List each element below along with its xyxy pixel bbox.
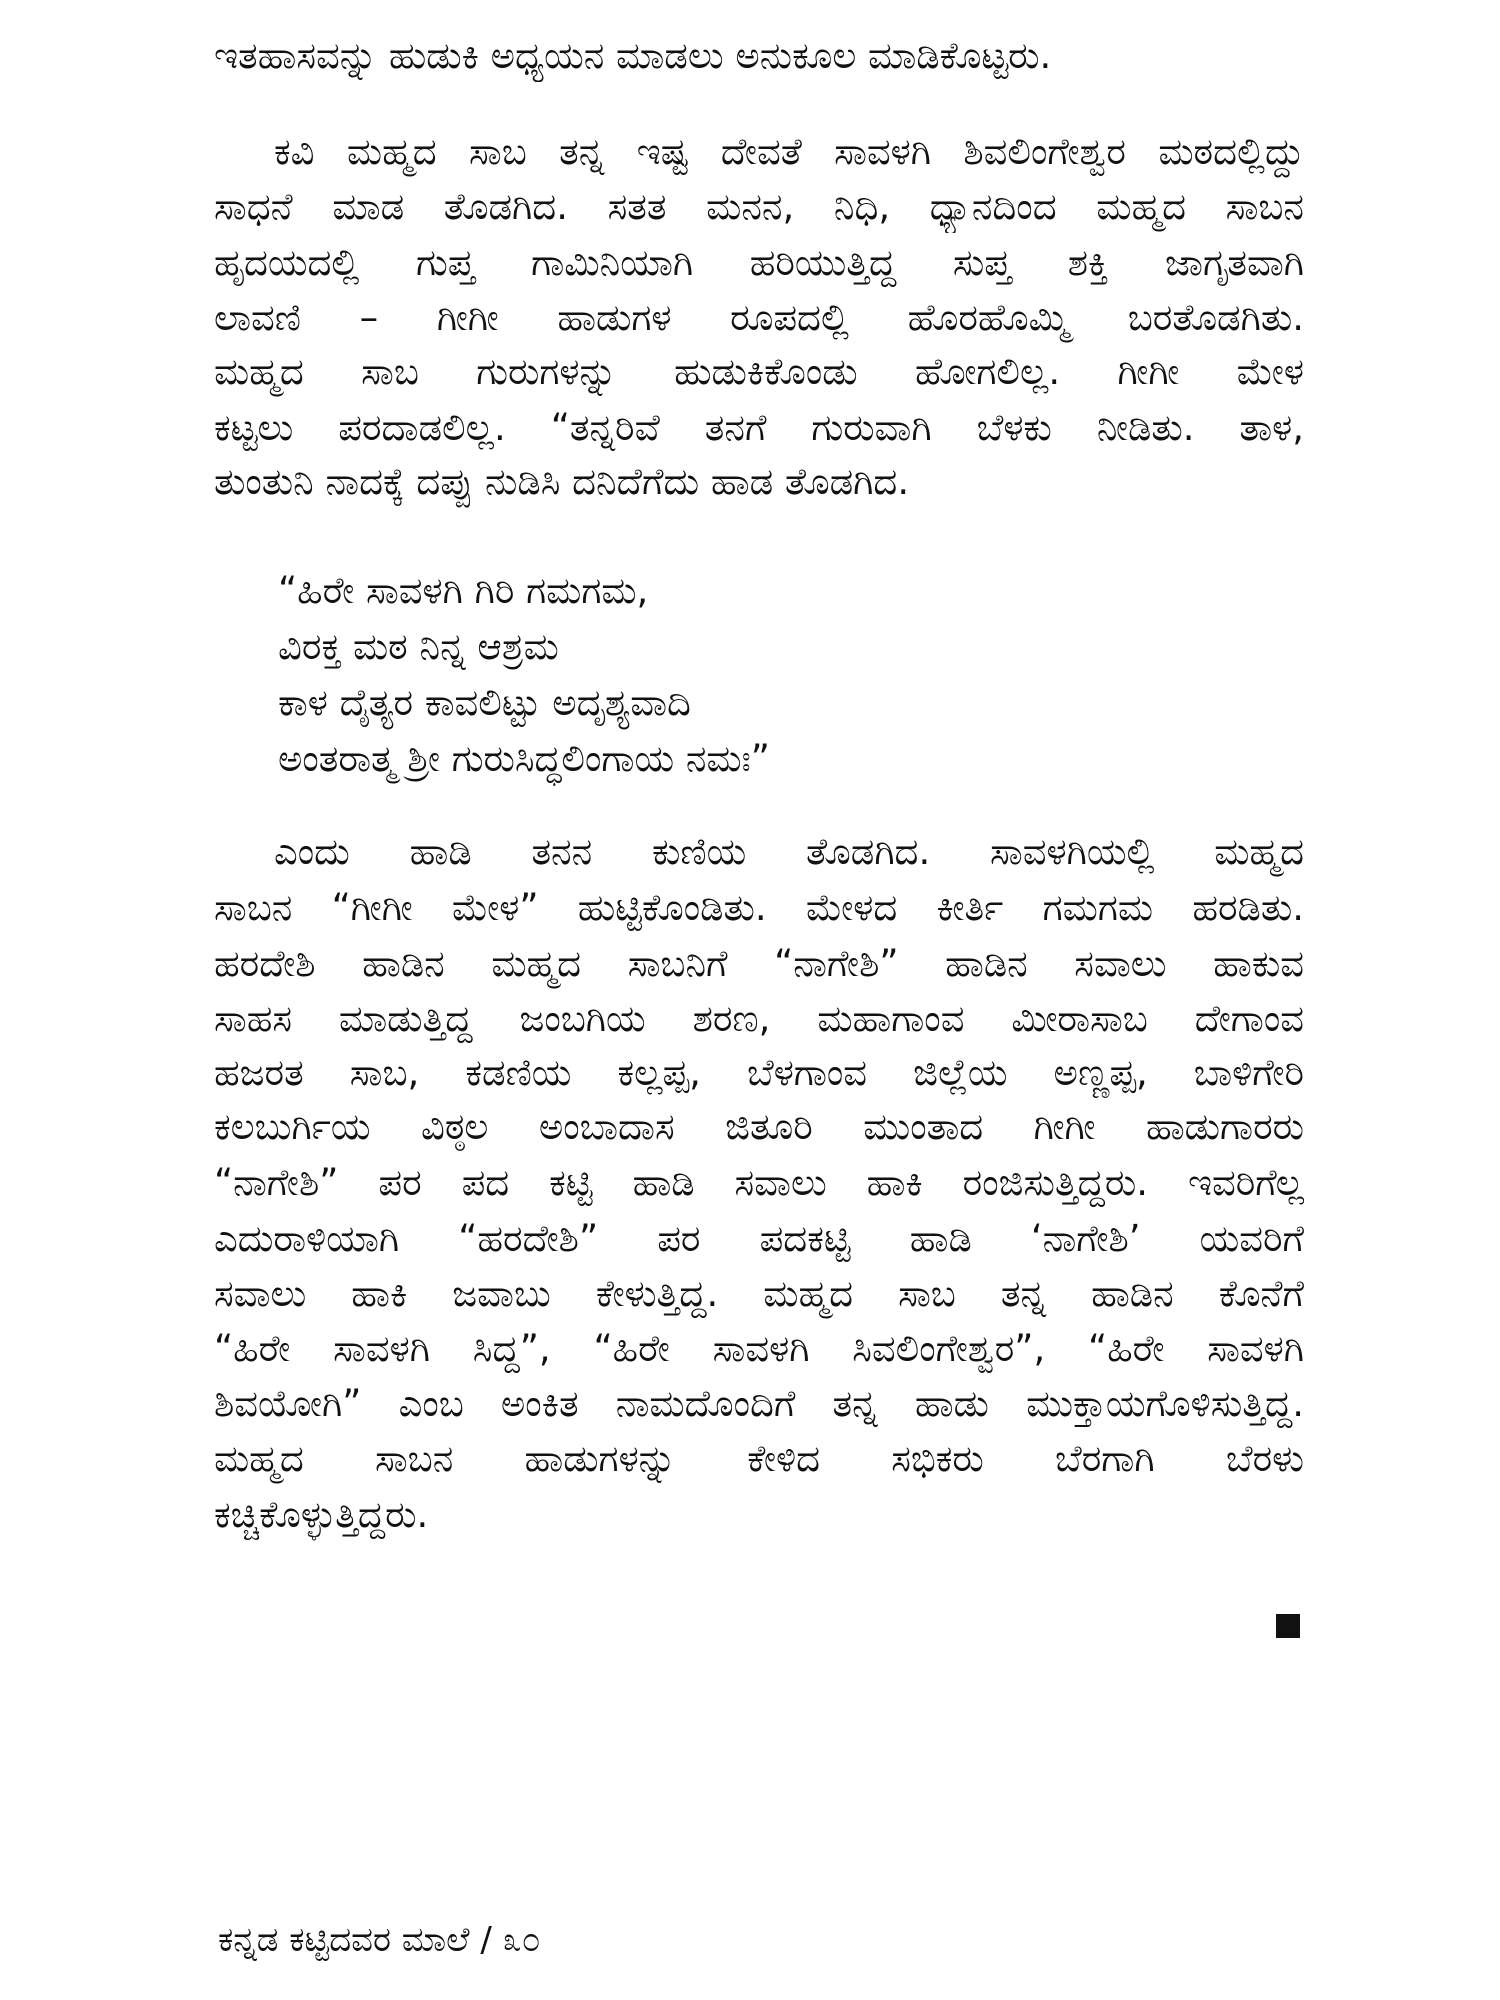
text-line: ಸವಾಲು ಹಾಕಿ ಜವಾಬು ಕೇಳುತ್ತಿದ್ದ. ಮಹ್ಮದ ಸಾಬ ತನ್ನ ಹಾಡಿನ ಕೊನೆಗೆ — [214, 1272, 1304, 1315]
text-line: ಸಾಧನೆ ಮಾಡ ತೊಡಗಿದ. ಸತತ ಮನನ, ನಿಧಿ, ಧ್ಯಾನದಿಂದ ಮಹ್ಮದ ಸಾಬನ — [214, 185, 1304, 228]
text-line: ಶಿವಯೋಗಿ” ಎಂಬ ಅಂಕಿತ ನಾಮದೊಂದಿಗೆ ತನ್ನ ಹಾಡು ಮುಕ್ತಾಯಗೊಳಿಸುತ್ತಿದ್ದ. — [214, 1382, 1304, 1425]
text-line: ಮಹ್ಮದ ಸಾಬನ ಹಾಡುಗಳನ್ನು ಕೇಳಿದ ಸಭಿಕರು ಬೆರಗಾಗಿ ಬೆರಳು — [214, 1437, 1304, 1480]
text-line: ಇತಹಾಸವನ್ನು ಹುಡುಕಿ ಅಧ್ಯಯನ ಮಾಡಲು ಅನುಕೂಲ ಮಾಡಿಕೊಟ್ಟರು. — [214, 34, 1052, 77]
text-line: ಕಚ್ಚಿಕೊಳ್ಳುತ್ತಿದ್ದರು. — [214, 1493, 429, 1536]
verse-line: ಅಂತರಾತ್ಮ ಶ್ರೀ ಗುರುಸಿದ್ಧಲಿಂಗಾಯ ನಮಃ” — [278, 737, 770, 780]
verse-line: “ಹಿರೇ ಸಾವಳಗಿ ಗಿರಿ ಗಮಗಮ, — [278, 569, 649, 612]
text-line: ಎಂದು ಹಾಡಿ ತನನ ಕುಣಿಯ ತೊಡಗಿದ. ಸಾವಳಗಿಯಲ್ಲಿ ಮಹ್ಮದ — [274, 830, 1304, 873]
text-line: “ನಾಗೇಶಿ” ಪರ ಪದ ಕಟ್ಟಿ ಹಾಡಿ ಸವಾಲು ಹಾಕಿ ರಂಜಿಸುತ್ತಿದ್ದರು. ಇವರಿಗೆಲ್ಲ — [214, 1161, 1304, 1204]
text-line: ತುಂತುನಿ ನಾದಕ್ಕೆ ದಪ್ಪು ನುಡಿಸಿ ದನಿದೆಗೆದು ಹಾಡ ತೊಡಗಿದ. — [214, 460, 910, 503]
page-footer: ಕನ್ನಡ ಕಟ್ಟಿದವರ ಮಾಲೆ / ೩೦ — [218, 1920, 541, 1960]
text-line: ಮಹ್ಮದ ಸಾಬ ಗುರುಗಳನ್ನು ಹುಡುಕಿಕೊಂಡು ಹೋಗಲಿಲ್ಲ. ಗೀಗೀ ಮೇಳ — [214, 350, 1304, 393]
verse-line: ವಿರಕ್ತ ಮಠ ನಿನ್ನ ಆಶ್ರಮ — [278, 625, 559, 668]
end-of-article-square-icon — [1276, 1614, 1300, 1638]
text-line: “ಹಿರೇ ಸಾವಳಗಿ ಸಿದ್ದ”, “ಹಿರೇ ಸಾವಳಗಿ ಸಿವಲಿಂಗೇಶ್ವರ”, “ಹಿರೇ ಸಾವಳಗಿ — [214, 1327, 1304, 1370]
text-line: ಕಲಬುರ್ಗಿಯ ವಿಠ್ಠಲ ಅಂಬಾದಾಸ ಜಿತೂರಿ ಮುಂತಾದ ಗೀಗೀ ಹಾಡುಗಾರರು — [214, 1105, 1304, 1148]
verse-line: ಕಾಳ ದೈತ್ಯರ ಕಾವಲಿಟ್ಟು ಅದೃಶ್ಯವಾದಿ — [278, 681, 691, 724]
text-line: ಕಟ್ಟಲು ಪರದಾಡಲಿಲ್ಲ. “ತನ್ನರಿವೆ ತನಗೆ ಗುರುವಾಗಿ ಬೆಳಕು ನೀಡಿತು. ತಾಳ, — [214, 406, 1304, 449]
text-line: ಹರದೇಶಿ ಹಾಡಿನ ಮಹ್ಮದ ಸಾಬನಿಗೆ “ನಾಗೇಶಿ” ಹಾಡಿನ ಸವಾಲು ಹಾಕುವ — [214, 942, 1304, 985]
text-line: ಕವಿ ಮಹ್ಮದ ಸಾಬ ತನ್ನ ಇಷ್ಟ ದೇವತೆ ಸಾವಳಗಿ ಶಿವಲಿಂಗೇಶ್ವರ ಮಠದಲ್ಲಿದ್ದು — [274, 130, 1304, 173]
text-line: ಹಜರತ ಸಾಬ, ಕಡಣಿಯ ಕಲ್ಲಪ್ಪ, ಬೆಳಗಾಂವ ಜಿಲ್ಲೆಯ ಅಣ್ಣಪ್ಪ, ಬಾಳಿಗೇರಿ — [214, 1051, 1304, 1094]
text-line: ಸಾಹಸ ಮಾಡುತ್ತಿದ್ದ ಜಂಬಗಿಯ ಶರಣ, ಮಹಾಗಾಂವ ಮೀರಾಸಾಬ ದೇಗಾಂವ — [214, 997, 1304, 1040]
text-line: ಹೃದಯದಲ್ಲಿ ಗುಪ್ತ ಗಾಮಿನಿಯಾಗಿ ಹರಿಯುತ್ತಿದ್ದ ಸುಪ್ತ ಶಕ್ತಿ ಜಾಗೃತವಾಗಿ — [214, 241, 1304, 284]
text-line: ಸಾಬನ “ಗೀಗೀ ಮೇಳ” ಹುಟ್ಟಿಕೊಂಡಿತು. ಮೇಳದ ಕೀರ್ತಿ ಗಮಗಮ ಹರಡಿತು. — [214, 886, 1304, 929]
text-line: ಲಾವಣಿ – ಗೀಗೀ ಹಾಡುಗಳ ರೂಪದಲ್ಲಿ ಹೊರಹೊಮ್ಮಿ ಬರತೊಡಗಿತು. — [214, 296, 1304, 339]
text-line: ಎದುರಾಳಿಯಾಗಿ “ಹರದೇಶಿ” ಪರ ಪದಕಟ್ಟಿ ಹಾಡಿ ‘ನಾಗೇಶಿ’ ಯವರಿಗೆ — [214, 1217, 1304, 1260]
